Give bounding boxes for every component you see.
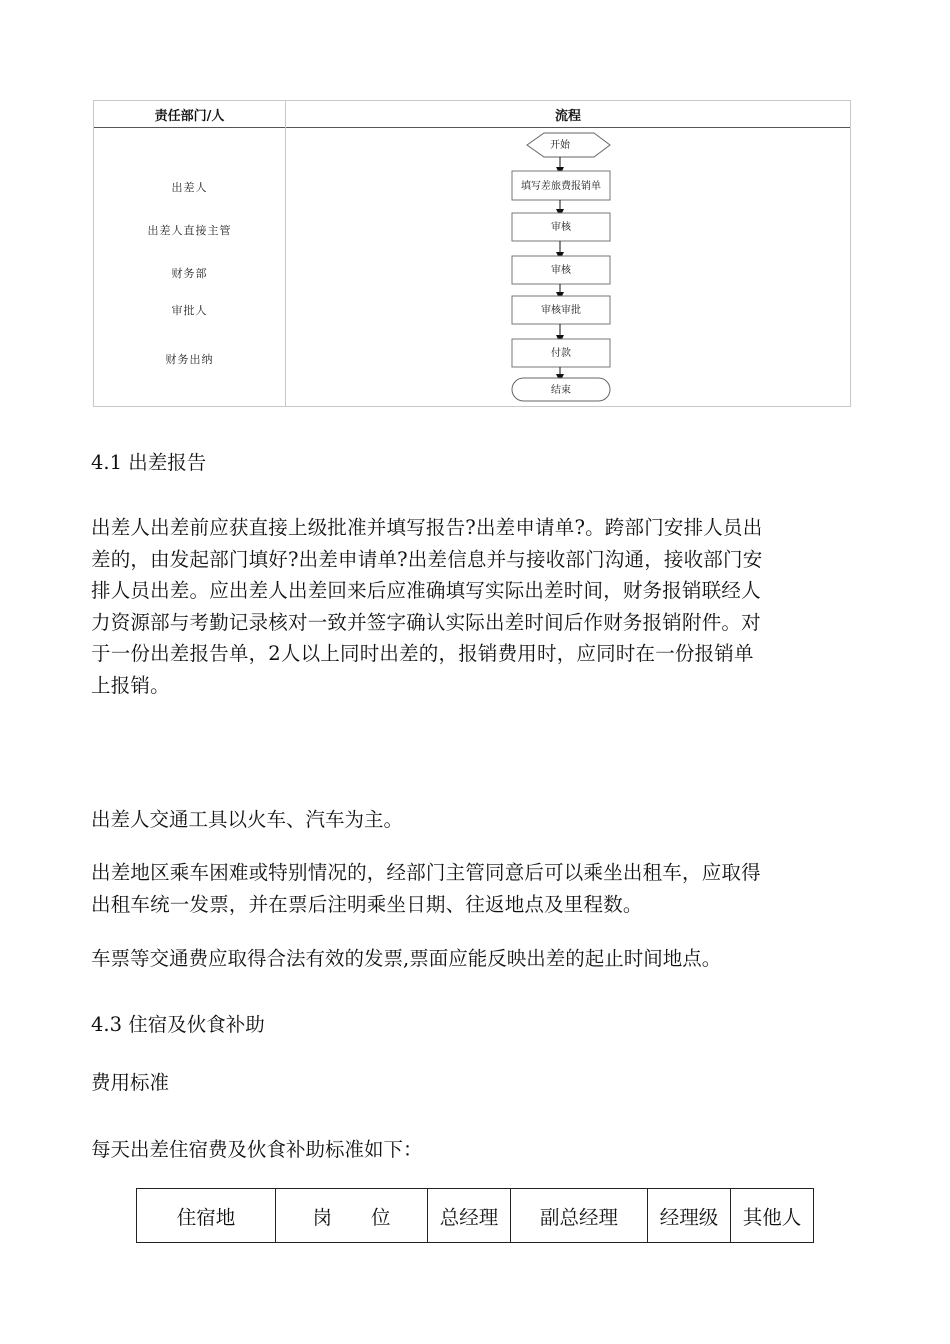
- role-approver: 审批人: [171, 304, 208, 317]
- transport-paragraph-1: 出差人交通工具以火车、汽车为主。: [91, 808, 404, 831]
- flow-step-review-2-label: 审核: [551, 265, 571, 276]
- flow-step-review-1-label: 审核: [551, 222, 571, 233]
- flow-start-label: 开始: [550, 140, 570, 151]
- subheading-cost-standard: 费用标准: [91, 1071, 170, 1094]
- body-line: 于一份出差报告单，2人以上同时出差的，报销费用时，应同时在一份报销单: [91, 642, 754, 665]
- allowance-standards-table: [136, 1188, 814, 1243]
- flow-step-approve-label: 审核审批: [541, 305, 581, 316]
- body-line: 上报销。: [91, 673, 170, 697]
- body-line: 出租车统一发票，并在票后注明乘坐日期、往返地点及里程数。: [91, 893, 643, 916]
- header-cell-general-manager: 总经理: [428, 1189, 511, 1243]
- transport-paragraph-2: [91, 857, 853, 921]
- section-4-1-body: [91, 512, 853, 701]
- role-cashier: 财务出纳: [165, 353, 214, 366]
- table-header-row: [137, 1189, 814, 1243]
- process-flowchart: [93, 100, 851, 407]
- transport-paragraph-3: 车票等交通费应取得合法有效的发票,票面应能反映出差的起止时间地点。: [91, 947, 722, 970]
- role-finance-dept: 财务部: [171, 267, 208, 280]
- flow-step-fill-form-label: 填写差旅费报销单: [521, 181, 601, 192]
- header-cell-location: 住宿地: [137, 1189, 276, 1243]
- role-direct-supervisor: 出差人直接主管: [147, 224, 232, 237]
- body-line: 出差人出差前应获直接上级批准并填写报告?出差申请单?。跨部门安排人员出: [91, 516, 763, 539]
- responsible-header: 责任部门/人: [94, 101, 285, 128]
- body-line: 差的，由发起部门填好?出差申请单?出差信息并与接收部门沟通，接收部门安: [91, 547, 763, 571]
- header-cell-manager-level: 经理级: [648, 1189, 731, 1243]
- flow-diagram: [94, 101, 850, 406]
- body-line: 力资源部与考勤记录核对一致并签字确认实际出差时间后作财务报销附件。对: [91, 610, 761, 634]
- header-cell-others: 其他人: [731, 1189, 814, 1243]
- role-traveler: 出差人: [171, 181, 208, 194]
- section-heading-4-3: 4.3 住宿及伙食补助: [91, 1013, 265, 1036]
- process-header: 流程: [286, 101, 850, 128]
- flow-step-payment-label: 付款: [551, 348, 571, 359]
- section-heading-4-1: 4.1 出差报告: [91, 451, 207, 474]
- header-cell-deputy-gm: 副总经理: [511, 1189, 648, 1243]
- header-cell-position: 岗 位: [276, 1189, 428, 1243]
- standards-intro: 每天出差住宿费及伙食补助标准如下：: [91, 1138, 423, 1161]
- flow-end-label: 结束: [551, 385, 571, 396]
- body-line: 出差地区乘车困难或特别情况的，经部门主管同意后可以乘坐出租车，应取得: [91, 861, 761, 884]
- body-line: 排人员出差。应出差人出差回来后应准确填写实际出差时间，财务报销联经人: [91, 579, 761, 602]
